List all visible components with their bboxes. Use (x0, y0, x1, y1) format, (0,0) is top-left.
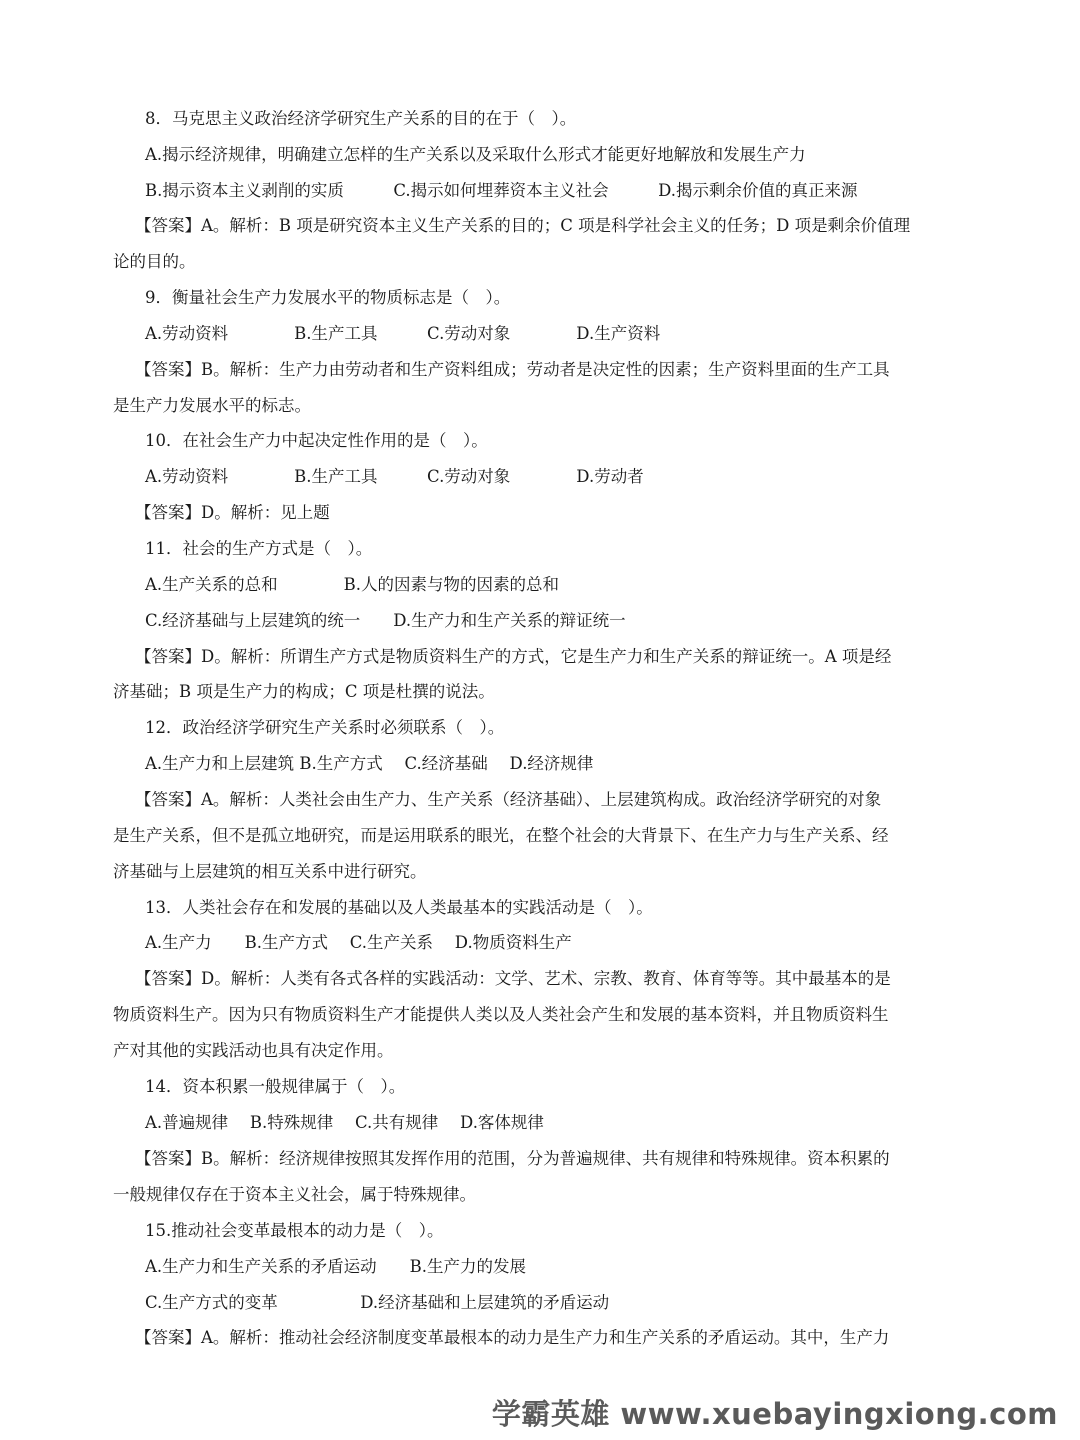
question-11: 11．社会的生产方式是（ ）。 (145, 539, 373, 558)
answer-line: 物质资料生产。因为只有物质资料生产才能提供人类以及人类社会产生和发展的基本资料，并且物质资料生 (113, 1005, 889, 1024)
question-12: 12．政治经济学研究生产关系时必须联系（ ）。 (145, 718, 505, 737)
answer-line: 一般规律仅存在于资本主义社会，属于特殊规律。 (113, 1185, 476, 1204)
option-line: A.生产力和生产关系的矛盾运动 B.生产力的发展 (145, 1257, 527, 1276)
answer-line: 产对其他的实践活动也具有决定作用。 (113, 1041, 394, 1060)
option-line: A.普遍规律 B.特殊规律 C.共有规律 D.客体规律 (145, 1113, 544, 1132)
option-line: A.生产力 B.生产方式 C.生产关系 D.物质资料生产 (145, 933, 572, 952)
question-10: 10．在社会生产力中起决定性作用的是（ ）。 (145, 431, 488, 450)
answer-line: 【答案】D。解析：见上题 (135, 503, 330, 522)
answer-line: 济基础与上层建筑的相互关系中进行研究。 (113, 862, 427, 881)
answer-line: 【答案】D。解析：所谓生产方式是物质资料生产的方式，它是生产力和生产关系的辩证统一。A 项是经 (135, 647, 892, 666)
option-line: A.劳动资料 B.生产工具 C.劳动对象 D.劳动者 (145, 467, 644, 486)
question-15: 15.推动社会变革最根本的动力是（ ）。 (145, 1221, 444, 1240)
question-13: 13．人类社会存在和发展的基础以及人类最基本的实践活动是（ ）。 (145, 898, 653, 917)
option-line: A.生产关系的总和 B.人的因素与物的因素的总和 (145, 575, 560, 594)
option-line: A.揭示经济规律，明确建立怎样的生产关系以及采取什么形式才能更好地解放和发展生产力 (145, 145, 806, 164)
answer-line: 【答案】B。解析：生产力由劳动者和生产资料组成；劳动者是决定性的因素；生产资料里面的生产工具 (135, 360, 890, 379)
question-8: 8．马克思主义政治经济学研究生产关系的目的在于（ ）。 (145, 109, 577, 128)
answer-line: 【答案】A。解析：人类社会由生产力、生产关系（经济基础）、上层建筑构成。政治经济学研究的对象 (135, 790, 882, 809)
option-line: A.劳动资料 B.生产工具 C.劳动对象 D.生产资料 (145, 324, 661, 343)
answer-line: 【答案】D。解析：人类有各式各样的实践活动：文学、艺术、宗教、教育、体育等等。其中最基本的是 (135, 969, 891, 988)
option-line: C.生产方式的变革 D.经济基础和上层建筑的矛盾运动 (145, 1293, 610, 1312)
option-line: B.揭示资本主义剥削的实质 C.揭示如何埋葬资本主义社会 D.揭示剩余价值的真正来源 (145, 181, 858, 200)
site-watermark: 学霸英雄 www.xuebayingxiong.com (491, 1397, 1058, 1431)
answer-line: 论的目的。 (113, 252, 196, 271)
answer-line: 是生产力发展水平的标志。 (113, 396, 311, 415)
answer-line: 【答案】A。解析：B 项是研究资本主义生产关系的目的；C 项是科学社会主义的任务；D 项是剩余价值理 (135, 216, 911, 235)
answer-line: 【答案】A。解析：推动社会经济制度变革最根本的动力是生产力和生产关系的矛盾运动。其中，生产力 (135, 1328, 890, 1347)
question-9: 9．衡量社会生产力发展水平的物质标志是（ ）。 (145, 288, 511, 307)
question-14: 14．资本积累一般规律属于（ ）。 (145, 1077, 406, 1096)
answer-line: 是生产关系，但不是孤立地研究，而是运用联系的眼光，在整个社会的大背景下、在生产力与生产关系、经 (113, 826, 889, 845)
option-line: A.生产力和上层建筑 B.生产方式 C.经济基础 D.经济规律 (145, 754, 594, 773)
answer-line: 【答案】B。解析：经济规律按照其发挥作用的范围，分为普遍规律、共有规律和特殊规律。资本积累的 (135, 1149, 890, 1168)
option-line: C.经济基础与上层建筑的统一 D.生产力和生产关系的辩证统一 (145, 611, 626, 630)
answer-line: 济基础；B 项是生产力的构成；C 项是杜撰的说法。 (113, 682, 495, 701)
